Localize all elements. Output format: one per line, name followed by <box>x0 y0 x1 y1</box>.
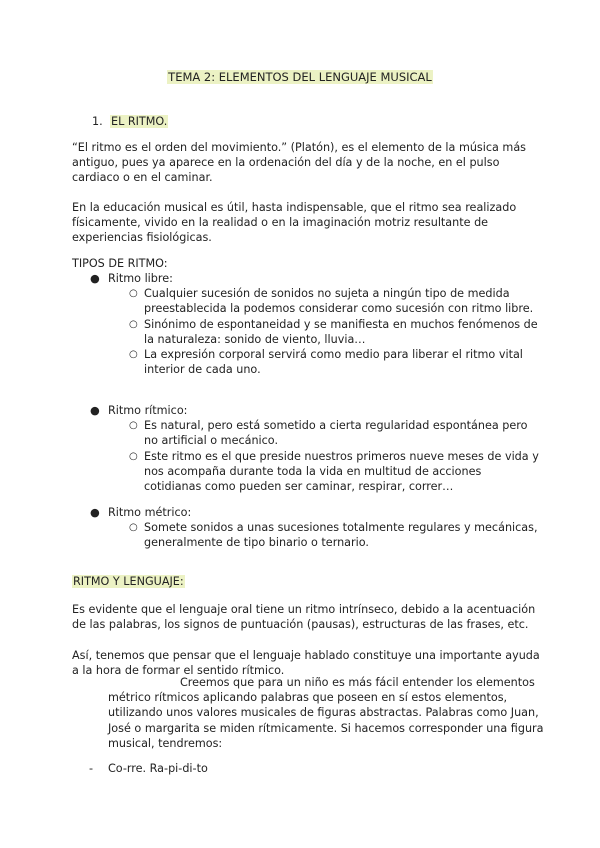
list-ritmo-metrico <box>72 505 542 551</box>
sub-item <box>72 347 542 377</box>
circle-bullet-icon: ○ <box>129 420 138 432</box>
circle-bullet-icon: ○ <box>129 288 138 300</box>
sub-item-text: Sinónimo de espontaneidad y se manifiesta en muchos fenómenos de la naturaleza: sonido de viento, lluvia… <box>144 317 538 346</box>
list-ritmo-libre <box>72 271 542 377</box>
bullet-icon: ● <box>90 506 100 519</box>
dash-item-text: Co-rre. Ra-pi-di-to <box>108 762 208 775</box>
bullet-icon: ● <box>90 404 100 417</box>
dash-bullet-icon: - <box>89 762 94 775</box>
sub-item-text: Este ritmo es el que preside nuestros primeros nueve meses de vida y nos acompaña durante toda la vida en multitud de acciones cotidianas como pueden ser caminar, respirar, correr… <box>144 449 539 494</box>
sub-item <box>72 418 542 448</box>
paragraph-creemos: Creemos que para un niño es más fácil entender los elementos métrico rítmicos aplicando palabras que poseen en sí estos elementos, utilizando unos valores musicales de figuras abstractas. Palabras como Juan, José o margarita se miden rítmicamente. Si hacemos corresponder una figura musical, tendremos: <box>108 676 544 750</box>
document-title <box>0 70 600 85</box>
sub-item-text: Somete sonidos a unas sucesiones totalmente regulares y mecánicas, generalmente de tipo binario o ternario. <box>144 521 538 550</box>
paragraph-lenguaje-oral: Es evidente que el lenguaje oral tiene un ritmo intrínseco, debido a la acentuación de las palabras, los signos de puntuación (pausas), estructuras de las frases, etc. <box>72 603 536 632</box>
section-heading-ritmo <box>92 114 168 129</box>
list-ritmo-ritmico <box>72 403 542 494</box>
bullet-icon: ● <box>90 272 100 285</box>
type-label: Ritmo métrico: <box>108 506 192 519</box>
circle-bullet-icon: ○ <box>129 522 138 534</box>
section-heading-ritmo-lenguaje <box>72 574 542 589</box>
list-item-ritmo-libre <box>72 271 542 286</box>
paragraph-lenguaje-hablado: Así, tenemos que pensar que el lenguaje hablado constituye una importante ayuda a la hora de formar el sentido rítmico. <box>72 649 540 678</box>
sub-item-text: La expresión corporal servirá como medio para liberar el ritmo vital interior de cada uno. <box>144 348 523 377</box>
circle-bullet-icon: ○ <box>129 450 138 462</box>
sub-item <box>72 317 542 347</box>
paragraph-educacion-musical: En la educación musical es útil, hasta indispensable, que el ritmo sea realizado físicamente, vivido en la realidad o en la imaginación motriz resultante de experiencias fisiológicas. <box>72 201 517 245</box>
section-heading-text: EL RITMO. <box>111 115 168 128</box>
sub-item <box>72 449 542 495</box>
sub-item <box>72 286 542 316</box>
type-label: Ritmo rítmico: <box>108 404 188 417</box>
sub-item-text: Cualquier sucesión de sonidos no sujeta a ningún tipo de medida preestablecida la podemos considerar como sucesión con ritmo libre. <box>144 287 534 316</box>
sub-item <box>72 520 542 550</box>
circle-bullet-icon: ○ <box>129 349 138 361</box>
circle-bullet-icon: ○ <box>129 318 138 330</box>
types-heading: TIPOS DE RITMO: <box>72 257 168 270</box>
sub-item-text: Es natural, pero está sometido a cierta regularidad espontánea pero no artificial o mecánico. <box>144 419 528 448</box>
title-text: TEMA 2: ELEMENTOS DEL LENGUAJE MUSICAL <box>168 70 432 84</box>
list-item-ritmo-ritmico <box>72 403 542 418</box>
type-label: Ritmo libre: <box>108 272 173 285</box>
paragraph-platon: “El ritmo es el orden del movimiento.” (Platón), es el elemento de la música más antiguo, pues ya aparece en la ordenación del día y de la noche, en el pulso cardiaco o en el caminar. <box>72 141 527 185</box>
section2-heading-text: RITMO Y LENGUAJE: <box>73 575 184 588</box>
list-item-ritmo-metrico <box>72 505 542 520</box>
section-number: 1. <box>92 115 103 128</box>
